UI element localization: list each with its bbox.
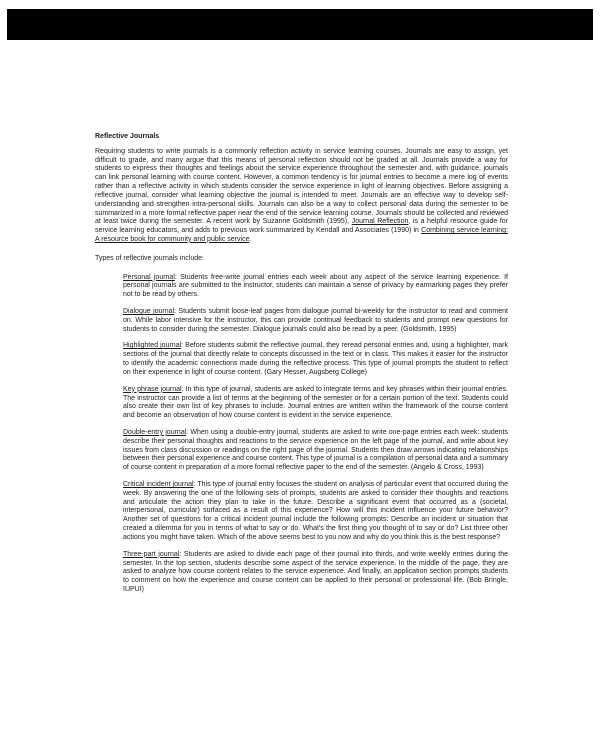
journal-type-text: : Students free-write journal entries each week about any aspect of the service learning experience. If personal journals are submitted to the instructor, students can maintain a sense of privacy by earmarking pages they prefer not to be read by others. [123,273,508,299]
journal-type-entry-double-entry [123,429,508,473]
journal-type-term: Critical incident journal [123,481,194,488]
journal-type-entry-key-phrase [123,386,508,421]
intro-text-2: , is a helpful resource guide for service learning educators, and adds to previous work summarized by Kendall and Associates (1990) in [95,218,508,235]
journal-type-entry-three-part [123,551,508,595]
journal-type-text: : Before students submit the reflective journal, they reread personal entries and, using a highlighter, mark sections of the journal that directly relate to concepts discussed in the text or in class. This makes it easier for the instructor to identify the academic connections made during the reflective process. This type of journal prompts the student to reflect on their experience in light of course content. (Gary Hesser, Augsberg College) [123,342,508,376]
types-label: Types of reflective journals include: [95,254,204,262]
book-title-combining-service-learning: Combining service learning: A resource book for community and public service [95,227,508,243]
journal-type-term: Double-entry journal [123,428,187,436]
journal-type-text: : This type of journal entry focuses the student on analysis of particular event that occurred during the week. By answering the one of the following sets of prompts, students are asked to consider their thoughts and reactions and articulate the action they plan to take in the future. Describe a significant event that occurred as a (societal, interpersonal, curricular) surfaced as a result of this experience? How will this incident influence your future behavior? Another set of questions for a critical incident journal include the following prompts: Describe an incident or situation that created a dilemma for you in terms of what to say or do. What's the first thing you thought of to say or do? List three other actions you might have taken. Which of the above seems best to you now and why do you think this is the best response? [123,481,509,541]
journal-type-term: Personal journal [123,273,175,281]
journal-type-term: Highlighted journal [123,342,182,350]
journal-type-term: Dialogue journal [123,308,175,315]
intro-text-3: . [249,235,252,243]
journal-type-term: Key phrase journal [123,385,182,393]
journal-type-text: : Students are asked to divide each page of their journal into thirds, and write weekly entries during the semester. In the top section, students describe some aspect of the service experience. In the middle of the page, they are asked to analyze how course content relates to the service experience. And finally, an application section prompts students to comment on how the experience and course content can be applied to their personal or professional life. (Bob Bringle, IUPUI) [123,550,508,593]
journal-type-entry-critical-incident [123,481,508,543]
intro-text-1: Requiring students to write journals is a commonly reflection activity in service learning courses. Journals are easy to assign, yet difficult to grade, and many argue that this means of personal reflection should not be graded at all. Journals provide a way for students to express their thoughts and feelings about the service experience throughout the semester and, with guidance, journals can link personal learning with course content. However, a common tendency is for journal entries to become a mere log of events rather than a reflective activity in which students consider the service experience in light of learning objectives. Before assigning a reflective journal, consider what learning objective the journal is intended to meet. Journals are an effective way to develop self-understanding and strengthen intra-personal skills. Journals can also be a way to collect personal data during the semester to be summarized in a more formal reflective paper near the end of the service learning course. Journals should be collected and reviewed at least twice during the semester. A recent work by Suzanne Goldsmith (1995), [95,147,508,226]
journal-type-text: : Students submit loose-leaf pages from dialogue journal bi-weekly for the instructor to read and comment on. While labor intensive for the instructor, this can provide continual feedback to students and prompt new questions for students to consider during the semester. Dialogue journals could also be read by a peer. (Goldsmith, 1995) [123,308,508,333]
journal-type-text: : When using a double-entry journal, students are asked to write one-page entries each week: students describe their personal thoughts and reactions to the service experience on the left page of the journal, and write about key issues from class discussion or readings on the right page of the journal. Students then draw arrows indicating relationships between their personal experience and course content. This type of journal is a compilation of personal data and a summary of course content in preparation of a more formal reflective paper to the end of the semester. (Angelo & Cross, 1993) [123,428,508,472]
top-black-banner [7,9,593,40]
book-title-journal-reflection: Journal Reflection [351,218,409,226]
journal-type-text: : In this type of journal, students are asked to integrate terms and key phrases within their journal entries. The instructor can provide a list of terms at the beginning of the semester or for a certain portion of the text. Students could also create their own list of key phrases to include. Journal entries are written within the framework of the course content and become an observation of how course content is evident in the service experience. [123,385,508,420]
journal-type-entry-personal [123,274,508,300]
journal-type-term: Three-part journal [123,550,180,558]
document-title: Reflective Journals [95,133,160,140]
document-body [95,133,508,603]
journal-type-entry-dialogue [123,308,508,334]
intro-paragraph [95,148,508,245]
journal-type-entry-highlighted [123,342,508,377]
